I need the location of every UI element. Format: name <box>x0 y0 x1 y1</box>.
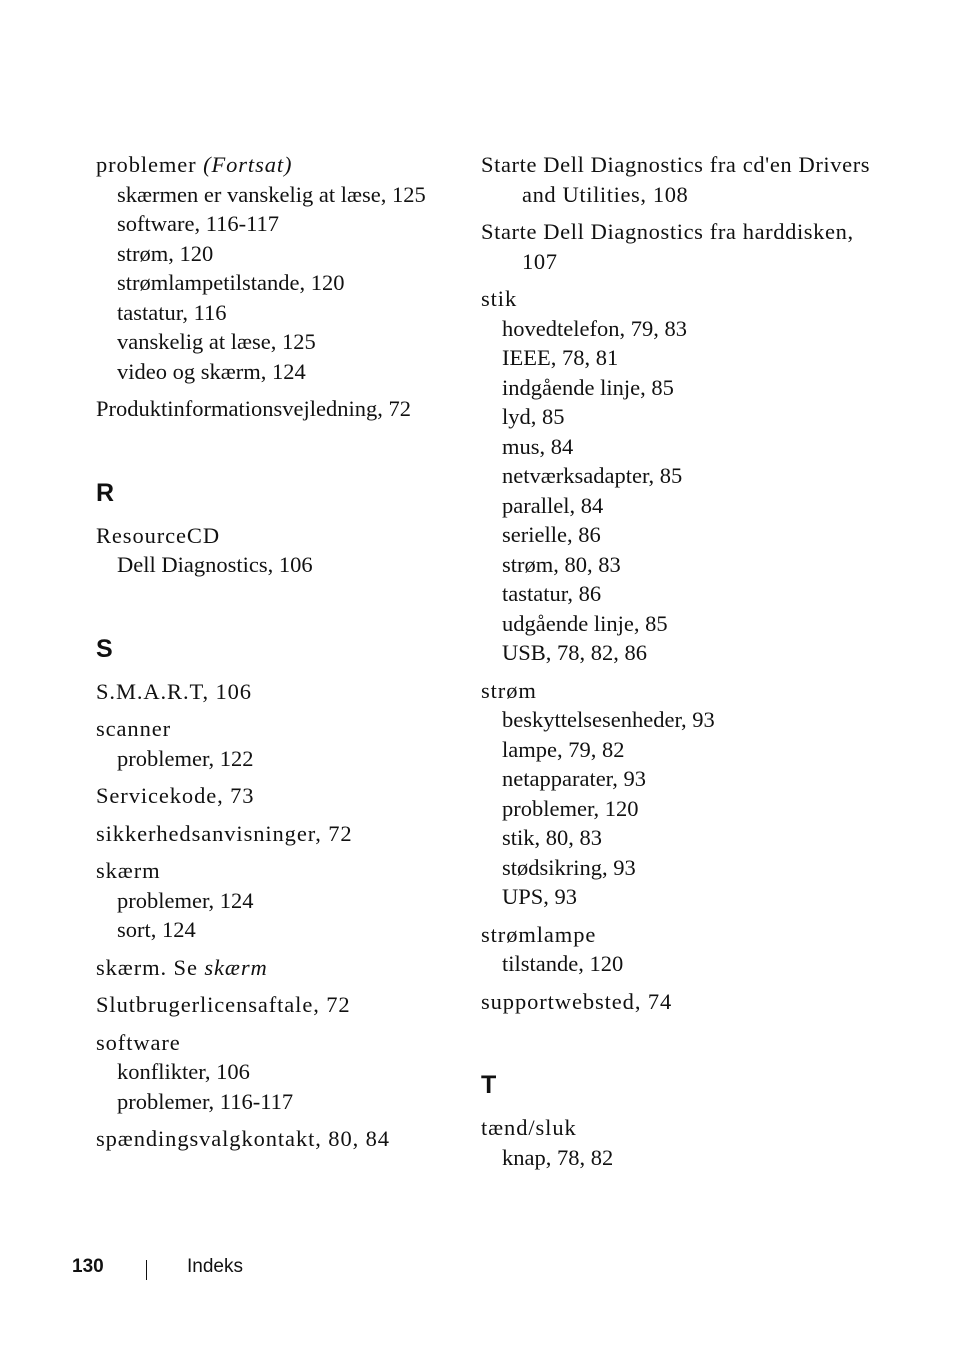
index-term: ResourceCD <box>96 522 220 548</box>
index-term: problemer <box>96 152 197 177</box>
see-reference: skærm <box>204 954 268 980</box>
index-term: Starte Dell Diagnostics fra harddisken, 107 <box>481 219 854 274</box>
index-subentry: konflikter, 106 <box>117 1059 250 1084</box>
index-term: sikkerhedsanvisninger, 72 <box>96 820 353 846</box>
index-subentry: serielle, 86 <box>502 522 601 547</box>
index-subentry: parallel, 84 <box>502 492 604 518</box>
index-subentry: stødsikring, 93 <box>502 854 636 880</box>
index-term: supportwebsted, 74 <box>481 988 673 1014</box>
index-term: Produktinformationsvejledning, 72 <box>96 396 411 421</box>
index-subentry: vanskelig at læse, 125 <box>117 329 316 354</box>
index-entry-software <box>96 1028 466 1117</box>
index-subentry: strømlampetilstande, 120 <box>117 270 345 295</box>
section-letter-r: R <box>96 478 115 507</box>
index-entry-resourcecd <box>96 521 466 580</box>
index-term: Starte Dell Diagnostics fra cd'en Drivers and Utilities, 108 <box>481 152 871 207</box>
page-number: 130 <box>72 1256 104 1277</box>
index-entry-starte-cd <box>481 150 881 209</box>
index-subentry: knap, 78, 82 <box>502 1144 614 1170</box>
index-subentry: tilstande, 120 <box>502 951 624 976</box>
index-subentry: netværksadapter, 85 <box>502 463 683 488</box>
index-subentry: lampe, 79, 82 <box>502 736 625 762</box>
index-entry-scanner <box>96 714 466 773</box>
index-entry-supportwebsted <box>481 987 881 1017</box>
index-subentry: sort, 124 <box>117 917 196 942</box>
index-column-right <box>481 150 881 1180</box>
index-entry-stromlampe <box>481 920 881 979</box>
index-entry-taend-sluk <box>481 1113 881 1172</box>
index-entry-spaendingsvalgkontakt <box>96 1124 466 1154</box>
index-subentry: tastatur, 86 <box>502 581 602 606</box>
index-entry-problemer <box>96 150 466 386</box>
footer-section-title: Indeks <box>187 1256 243 1277</box>
index-entry-starte-harddisk <box>481 217 881 276</box>
index-subentry: udgående linje, 85 <box>502 610 668 636</box>
continued-label: (Fortsat) <box>203 152 293 177</box>
index-term: Slutbrugerlicensaftale, 72 <box>96 992 351 1017</box>
section-letter-t: T <box>481 1071 497 1099</box>
index-subentry: Dell Diagnostics, 106 <box>117 552 313 577</box>
index-subentry: mus, 84 <box>502 433 574 459</box>
index-subentry: beskyttelsesenheder, 93 <box>502 707 715 732</box>
index-subentry: USB, 78, 82, 86 <box>502 640 648 665</box>
index-entry-servicekode <box>96 781 466 811</box>
index-subentry: skærmen er vanskelig at læse, 125 <box>117 181 426 207</box>
index-entry-stik <box>481 284 881 668</box>
index-entry-slutbrugerlicensaftale <box>96 990 466 1020</box>
index-term: strøm <box>481 677 537 703</box>
index-term: spændingsvalgkontakt, 80, 84 <box>96 1126 390 1151</box>
index-subentry: strøm, 80, 83 <box>502 551 621 577</box>
index-term: S.M.A.R.T, 106 <box>96 678 252 704</box>
index-term: skærm. Se <box>96 954 205 980</box>
index-subentry: lyd, 85 <box>502 404 565 429</box>
index-column-left <box>96 150 466 1162</box>
page-footer <box>72 1256 243 1278</box>
index-subentry: strøm, 120 <box>117 240 214 266</box>
index-subentry: stik, 80, 83 <box>502 825 603 850</box>
index-entry-smart <box>96 677 466 707</box>
index-term: stik <box>481 286 518 311</box>
index-subentry: software, 116-117 <box>117 211 280 236</box>
index-subentry: problemer, 122 <box>117 745 254 771</box>
section-letter-s: S <box>96 634 113 663</box>
index-term: Servicekode, 73 <box>96 783 255 808</box>
index-term: software <box>96 1029 181 1055</box>
index-entry-skaerm <box>96 856 466 945</box>
index-subentry: video og skærm, 124 <box>117 358 306 384</box>
index-term: tænd/sluk <box>481 1115 577 1140</box>
index-subentry: UPS, 93 <box>502 884 578 909</box>
index-entry-skaerm-see <box>96 953 466 983</box>
index-entry-sikkerhedsanvisninger <box>96 819 466 849</box>
index-term: strømlampe <box>481 921 597 947</box>
index-subentry: hovedtelefon, 79, 83 <box>502 315 687 341</box>
index-entry-strom <box>481 676 881 912</box>
footer-divider <box>146 1260 147 1280</box>
index-subentry: tastatur, 116 <box>117 299 227 325</box>
index-entry-produktinformationsvejledning <box>96 394 466 424</box>
index-subentry: IEEE, 78, 81 <box>502 345 619 370</box>
index-term: skærm <box>96 858 161 883</box>
index-subentry: problemer, 124 <box>117 887 254 913</box>
index-term: scanner <box>96 716 172 741</box>
index-subentry: problemer, 116-117 <box>117 1088 294 1114</box>
index-subentry: indgående linje, 85 <box>502 374 674 400</box>
index-subentry: problemer, 120 <box>502 795 639 821</box>
index-subentry: netapparater, 93 <box>502 766 647 791</box>
